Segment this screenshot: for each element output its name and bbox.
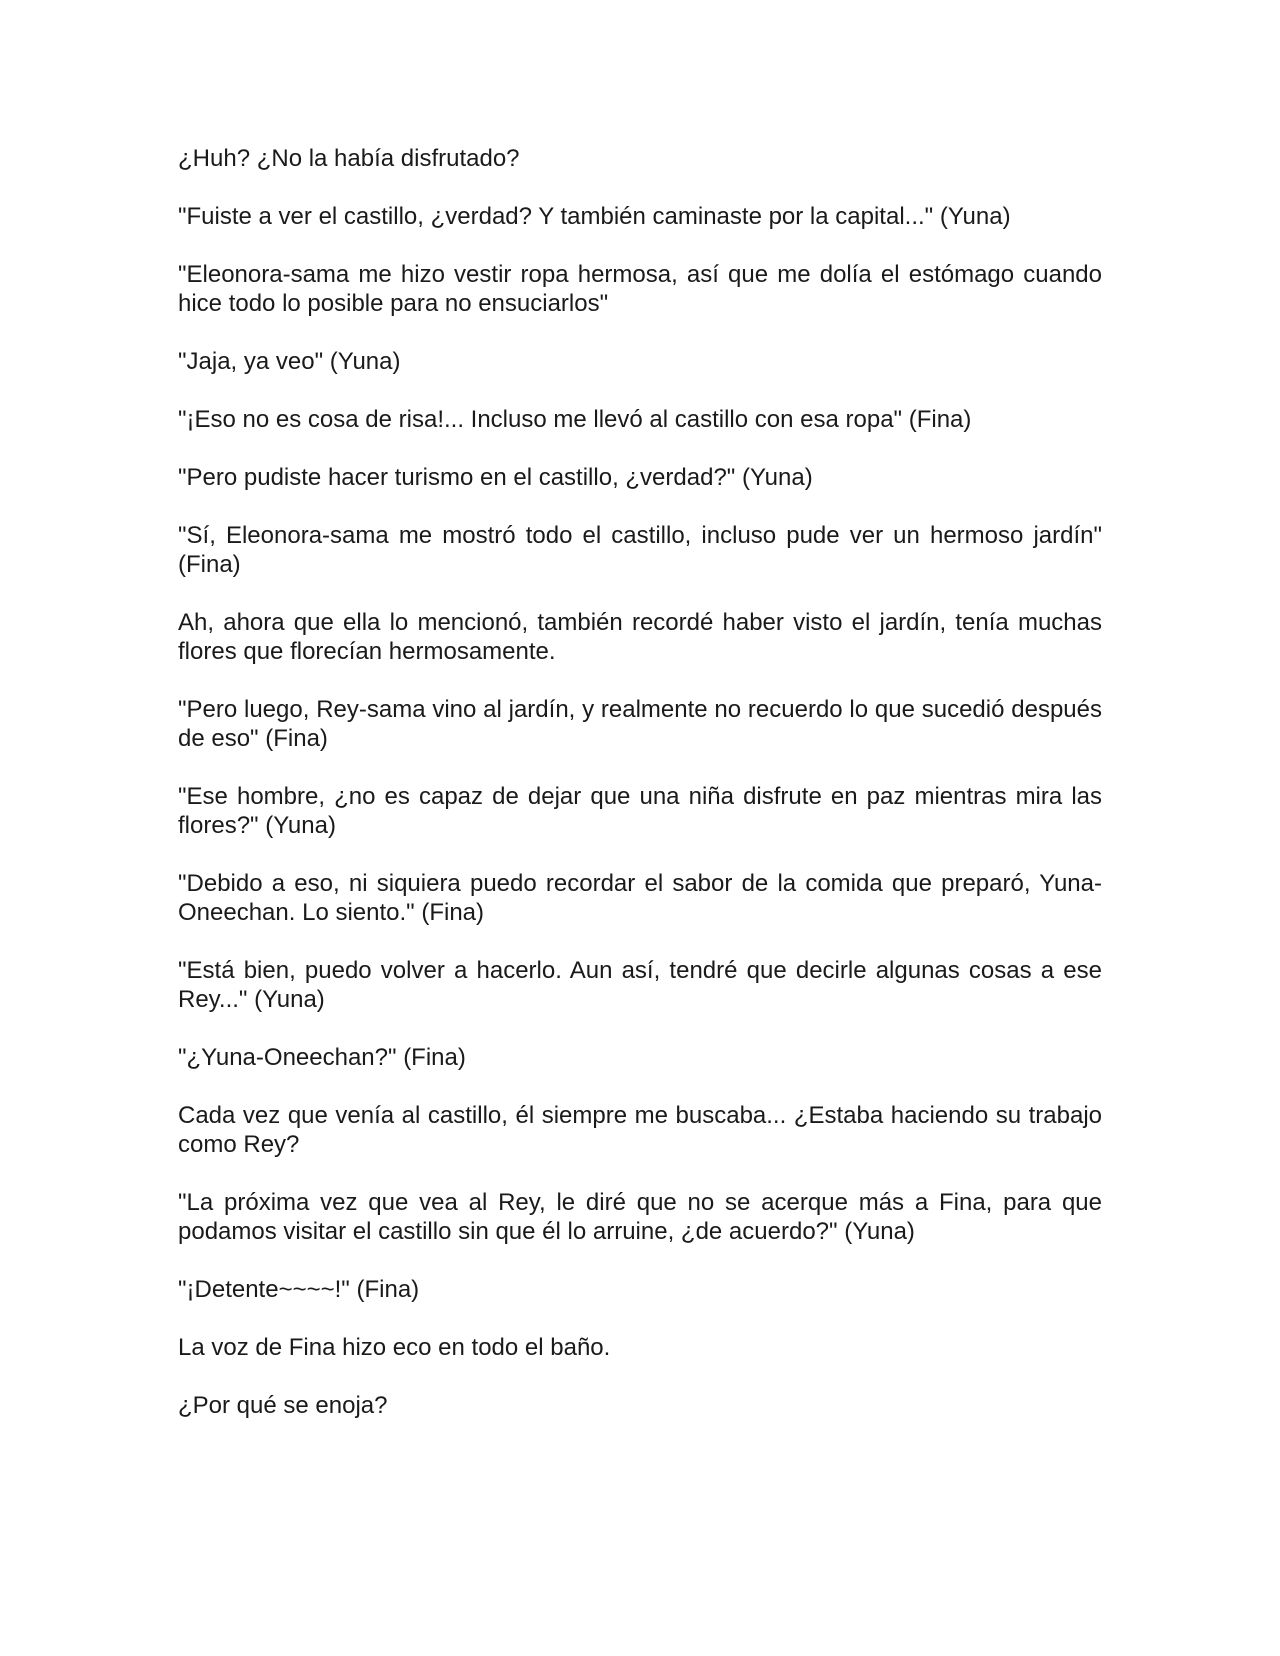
paragraph: "Debido a eso, ni siquiera puedo recordar el sabor de la comida que preparó, Yuna-Oneechan. Lo siento." (Fina) xyxy=(178,870,1102,926)
paragraph: "Pero luego, Rey-sama vino al jardín, y realmente no recuerdo lo que sucedió después de eso" (Fina) xyxy=(178,696,1102,752)
paragraph: La voz de Fina hizo eco en todo el baño. xyxy=(178,1334,611,1361)
paragraph: "¿Yuna-Oneechan?" (Fina) xyxy=(178,1044,466,1071)
paragraph: "Eleonora-sama me hizo vestir ropa hermosa, así que me dolía el estómago cuando hice todo lo posible para no ensuciarlos" xyxy=(178,261,1102,317)
paragraph: "Ese hombre, ¿no es capaz de dejar que una niña disfrute en paz mientras mira las flores?" (Yuna) xyxy=(178,783,1102,839)
paragraph: Ah, ahora que ella lo mencionó, también recordé haber visto el jardín, tenía muchas flores que florecían hermosamente. xyxy=(178,609,1102,665)
paragraph: ¿Huh? ¿No la había disfrutado? xyxy=(178,145,520,172)
paragraph: "Sí, Eleonora-sama me mostró todo el castillo, incluso pude ver un hermoso jardín" (Fina) xyxy=(178,522,1102,578)
text-body xyxy=(178,144,1102,1449)
paragraph: "Fuiste a ver el castillo, ¿verdad? Y también caminaste por la capital..." (Yuna) xyxy=(178,203,1011,230)
paragraph: "¡Eso no es cosa de risa!... Incluso me llevó al castillo con esa ropa" (Fina) xyxy=(178,406,972,433)
paragraph: "Jaja, ya veo" (Yuna) xyxy=(178,348,401,375)
paragraph: Cada vez que venía al castillo, él siempre me buscaba... ¿Estaba haciendo su trabajo como Rey? xyxy=(178,1102,1102,1158)
paragraph: "Pero pudiste hacer turismo en el castillo, ¿verdad?" (Yuna) xyxy=(178,464,813,491)
paragraph: "¡Detente~~~~!" (Fina) xyxy=(178,1276,420,1303)
paragraph: "La próxima vez que vea al Rey, le diré que no se acerque más a Fina, para que podamos visitar el castillo sin que él lo arruine, ¿de acuerdo?" (Yuna) xyxy=(178,1189,1102,1245)
paragraph: ¿Por qué se enoja? xyxy=(178,1392,388,1419)
paragraph: "Está bien, puedo volver a hacerlo. Aun así, tendré que decirle algunas cosas a ese Rey..." (Yuna) xyxy=(178,957,1102,1013)
